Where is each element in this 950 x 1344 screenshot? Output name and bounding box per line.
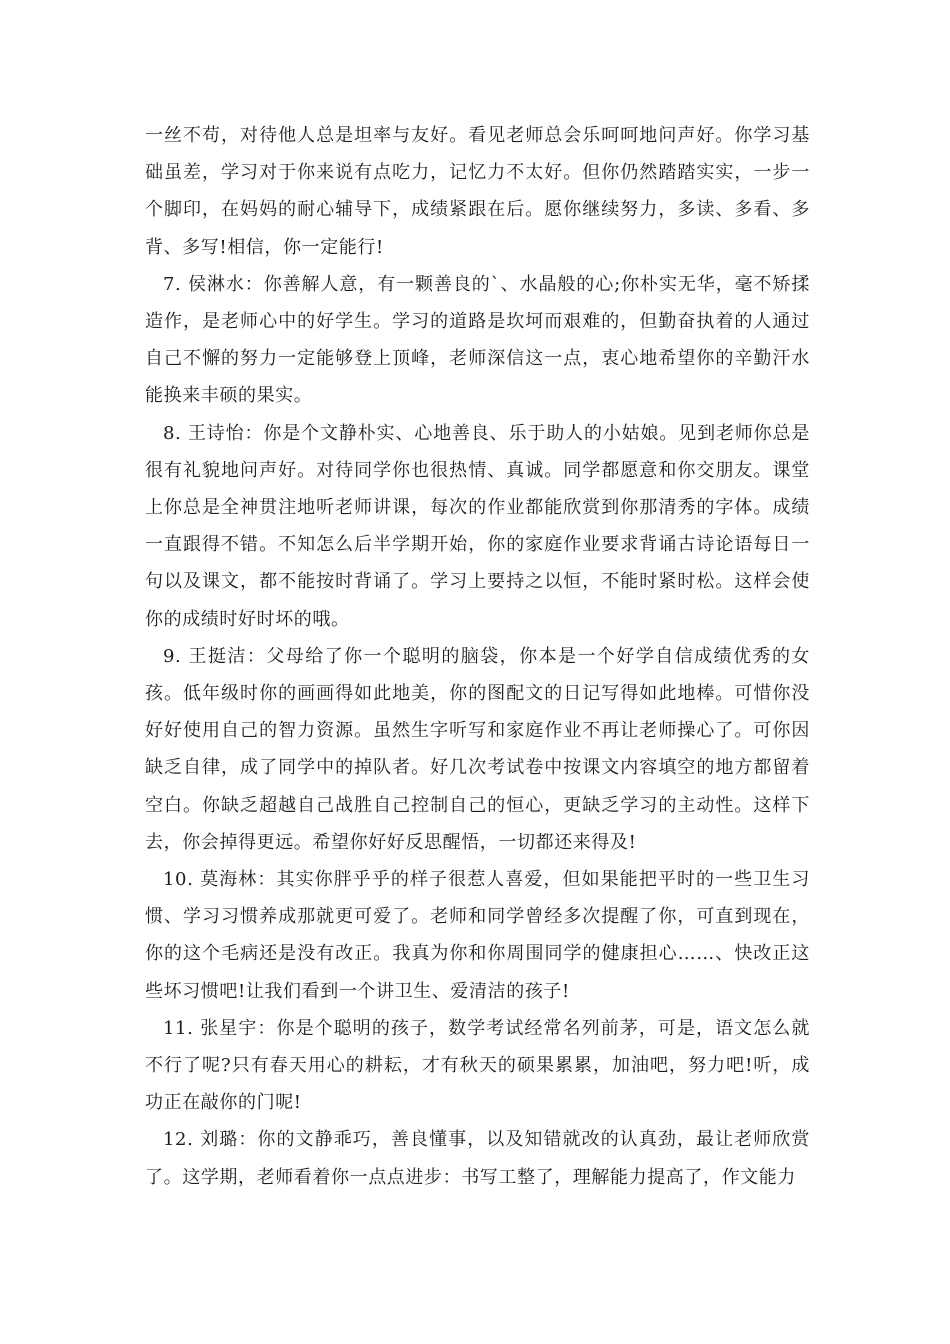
paragraph-comment-9: 9. 王挺洁：父母给了你一个聪明的脑袋，你本是一个好学自信成绩优秀的女孩。低年级时你的画画得如此地美，你的图配文的日记写得如此地棒。可惜你没好好使用自己的智力资源。虽然生字听写和家庭作业不再让老师操心了。可你因缺乏自律，成了同学中的掉队者。好几次考试卷中按课文内容填空的地方都留着空白。你缺乏超越自己战胜自己控制自己的恒心，更缺乏学习的主动性。这样下去，你会掉得更远。希望你好好反思醒悟，一切都还来得及!: [145, 645, 810, 853]
paragraph-comment-11: 11. 张星宇：你是个聪明的孩子，数学考试经常名列前茅，可是，语文怎么就不行了呢?只有春天用心的耕耘，才有秋天的硕果累累，加油吧，努力吧!听，成功正在敲你的门呢!: [145, 1017, 810, 1114]
document-body: [145, 117, 810, 1196]
paragraph-comment-10: 10. 莫海林：其实你胖乎乎的样子很惹人喜爱，但如果能把平时的一些卫生习惯、学习习惯养成那就更可爱了。老师和同学曾经多次提醒了你，可直到现在，你的这个毛病还是没有改正。我真为你和你周围同学的健康担心……、快改正这些坏习惯吧!让我们看到一个讲卫生、爱清洁的孩子!: [145, 869, 810, 1002]
paragraph-comment-7: 7. 侯淋水：你善解人意，有一颗善良的`、水晶般的心;你朴实无华，毫不矫揉造作，是老师心中的好学生。学习的道路是坎坷而艰难的，但勤奋执着的人通过自己不懈的努力一定能够登上顶峰，老师深信这一点，衷心地希望你的辛勤汗水能换来丰硕的果实。: [145, 273, 810, 407]
paragraph-comment-12: 12. 刘璐：你的文静乖巧，善良懂事，以及知错就改的认真劲，最让老师欣赏了。这学期，老师看着你一点点进步：书写工整了，理解能力提高了，作文能力: [145, 1129, 810, 1188]
paragraph-continuation: 一丝不苟，对待他人总是坦率与友好。看见老师总会乐呵呵地问声好。你学习基础虽差，学习对于你来说有点吃力，记忆力不太好。但你仍然踏踏实实，一步一个脚印，在妈妈的耐心辅导下，成绩紧跟在后。愿你继续努力，多读、多看、多背、多写!相信，你一定能行!: [145, 125, 810, 258]
paragraph-comment-8: 8. 王诗怡：你是个文静朴实、心地善良、乐于助人的小姑娘。见到老师你总是很有礼貌地问声好。对待同学你也很热情、真诚。同学都愿意和你交朋友。课堂上你总是全神贯注地听老师讲课，每次的作业都能欣赏到你那清秀的字体。成绩一直跟得不错。不知怎么后半学期开始，你的家庭作业要求背诵古诗论语每日一句以及课文，都不能按时背诵了。学习上要持之以恒，不能时紧时松。这样会使你的成绩时好时坏的哦。: [145, 422, 810, 630]
